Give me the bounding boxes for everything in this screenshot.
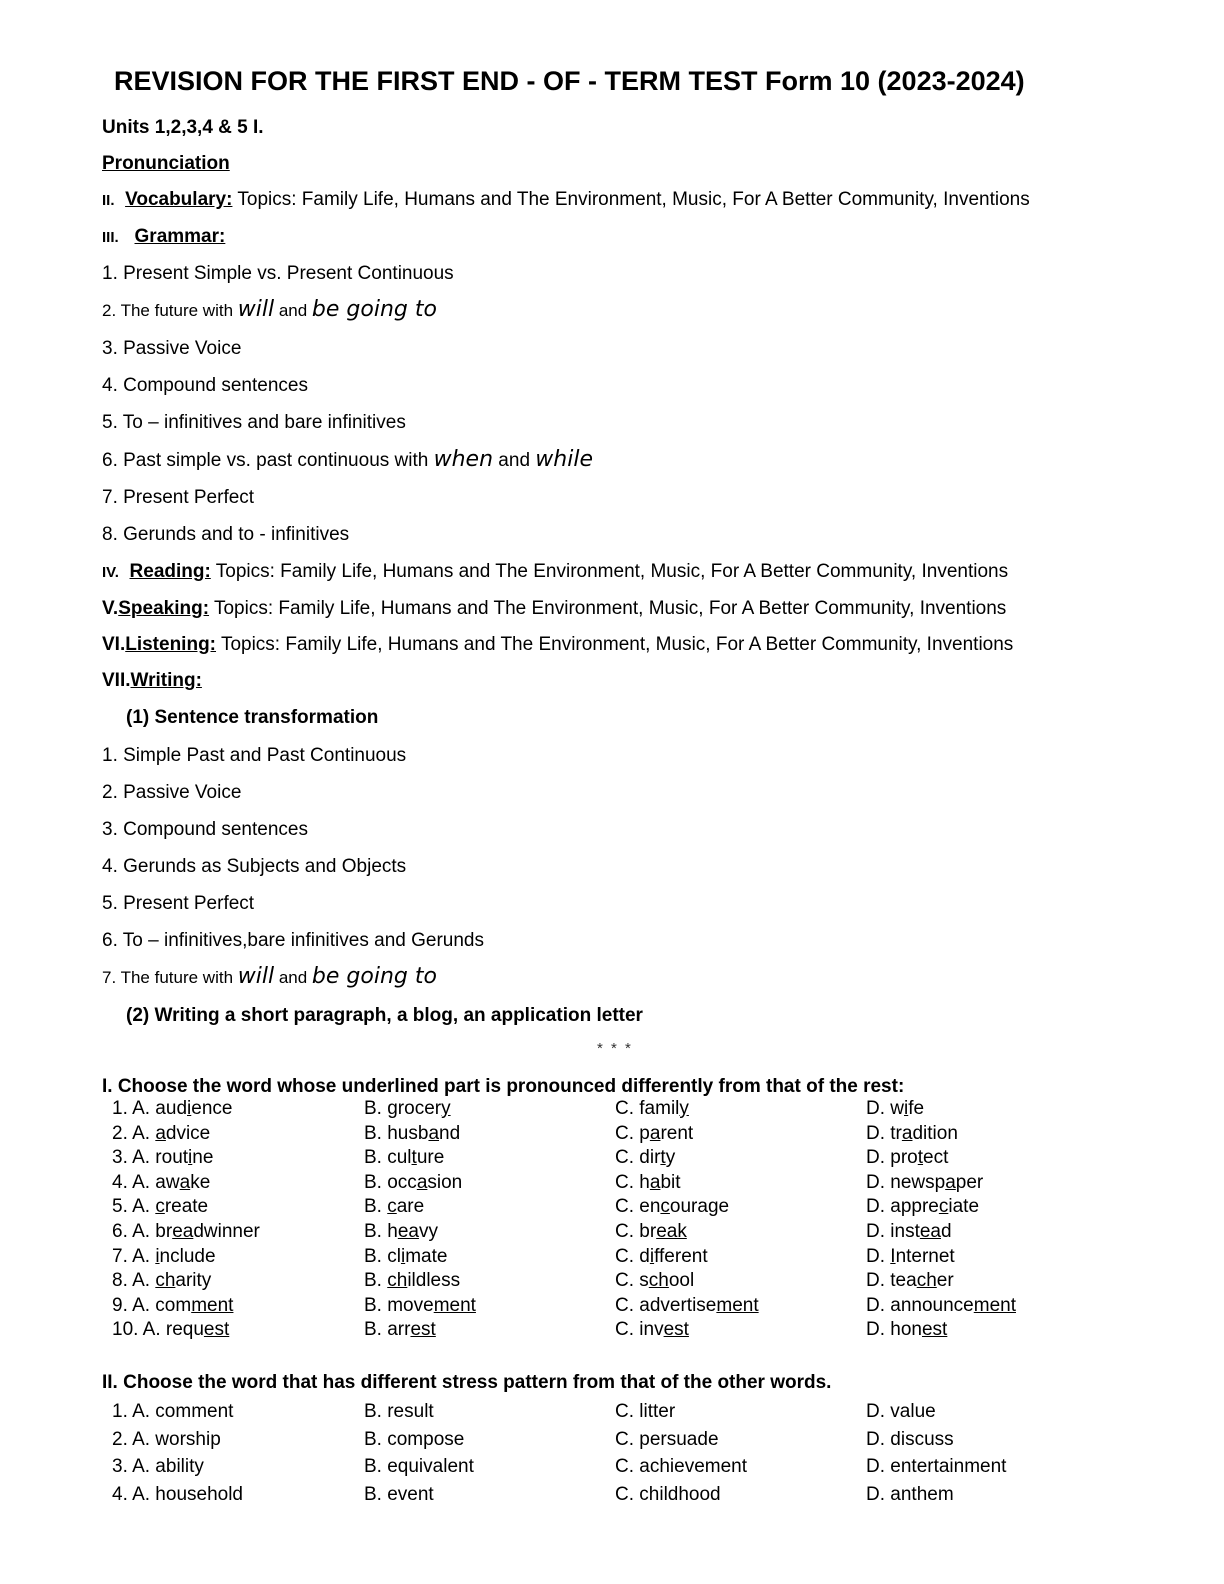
option-word: 10. A. request [112, 1319, 230, 1341]
grammar-item: 3. Passive Voice [102, 338, 242, 359]
option-row [0, 1484, 1224, 1509]
option-word: D. entertainment [866, 1456, 1007, 1477]
underlined-part: i [904, 1098, 909, 1119]
underlined-part: est [203, 1319, 230, 1341]
option-row [0, 1221, 1224, 1246]
option-word: D. wife [866, 1098, 925, 1119]
reading-line: IV. Reading: Topics: Family Life, Humans and The Environment, Music, For A Better Community, Inventions [102, 561, 1009, 582]
grammar-item: 1. Present Simple vs. Present Continuous [102, 263, 454, 284]
underlined-part: a [428, 1122, 440, 1144]
option-word: D. appreciate [866, 1196, 980, 1218]
grammar-item: 8. Gerunds and to - infinitives [102, 524, 350, 545]
option-word: D. discuss [866, 1428, 954, 1450]
underlined-part: i [187, 1098, 192, 1119]
underlined-part: ch [916, 1270, 937, 1292]
option-word: D. newspaper [866, 1171, 984, 1193]
option-row [0, 1172, 1224, 1197]
option-word: 6. A. breadwinner [112, 1221, 260, 1242]
option-word: C. school [615, 1270, 695, 1292]
option-word: C. childhood [615, 1483, 721, 1505]
option-row [0, 1147, 1224, 1172]
option-word: D. tradition [866, 1122, 958, 1144]
underlined-part: a [179, 1171, 191, 1193]
underlined-part: ch [648, 1270, 669, 1292]
option-row [0, 1123, 1224, 1148]
option-word: 3. A. ability [112, 1456, 204, 1477]
writing-subheading: (2) Writing a short paragraph, a blog, an application letter [126, 1005, 643, 1026]
option-word: C. dirty [615, 1147, 676, 1169]
option-word: C. family [615, 1098, 689, 1119]
underlined-part: ea [172, 1221, 194, 1242]
underlined-part: c [938, 1196, 949, 1218]
option-word: D. announcement [866, 1294, 1016, 1316]
grammar-item: 4. Compound sentences [102, 375, 308, 396]
vocabulary-line: II. Vocabulary: Topics: Family Life, Humans and The Environment, Music, For A Better Community, Inventions [102, 189, 1030, 210]
option-word: C. different [615, 1245, 708, 1267]
option-word: D. honest [866, 1319, 948, 1341]
underlined-part: i [400, 1245, 406, 1267]
option-row [0, 1319, 1224, 1344]
underlined-part: i [155, 1245, 160, 1267]
underlined-part: ment [191, 1294, 234, 1316]
writing-item: 7. The future with will and be going to [102, 964, 437, 989]
option-row [0, 1098, 1224, 1123]
option-word: D. teacher [866, 1270, 954, 1292]
writing-item: 3. Compound sentences [102, 819, 308, 840]
option-row [0, 1429, 1224, 1454]
underlined-part: y [679, 1098, 689, 1119]
option-word: D. Internet [866, 1245, 955, 1267]
underlined-part: i [649, 1245, 655, 1267]
underlined-part: est [921, 1319, 948, 1341]
option-row [0, 1456, 1224, 1481]
underlined-part: c [660, 1196, 670, 1218]
option-word: B. compose [364, 1428, 465, 1450]
option-word: 1. A. audience [112, 1098, 233, 1119]
grammar-item: 6. Past simple vs. past continuous with when and while [102, 447, 593, 472]
option-word: B. husband [364, 1122, 461, 1144]
option-word: C. break [615, 1221, 687, 1242]
option-word: D. protect [866, 1147, 949, 1169]
option-word: B. climate [364, 1245, 448, 1267]
page-title: REVISION FOR THE FIRST END - OF - TERM TEST Form 10 (2023-2024) [114, 66, 1025, 96]
units-line: Units 1,2,3,4 & 5 I. [102, 117, 264, 138]
underlined-part: I [890, 1245, 896, 1267]
pronunciation-heading: Pronunciation [102, 153, 230, 174]
option-word: 8. A. charity [112, 1270, 212, 1292]
vocabulary-label: Vocabulary: [125, 189, 233, 210]
option-row [0, 1295, 1224, 1320]
option-word: B. event [364, 1483, 434, 1505]
question-2-heading: II. Choose the word that has different stress pattern from that of the other words. [102, 1372, 832, 1393]
option-word: 9. A. comment [112, 1294, 234, 1316]
underlined-part: a [945, 1171, 956, 1193]
underlined-part: y [441, 1098, 451, 1119]
option-word: B. heavy [364, 1221, 438, 1242]
writing-heading: VII.Writing: [102, 670, 202, 691]
writing-item: 6. To – infinitives,bare infinitives and Gerunds [102, 930, 484, 951]
underlined-part: ment [973, 1294, 1016, 1316]
option-word: C. achievement [615, 1456, 748, 1477]
option-word: 4. A. awake [112, 1171, 211, 1193]
option-row [0, 1246, 1224, 1271]
option-word: D. value [866, 1401, 936, 1422]
option-word: D. anthem [866, 1483, 954, 1505]
option-word: 4. A. household [112, 1483, 243, 1505]
option-row [0, 1401, 1224, 1426]
underlined-part: c [155, 1196, 165, 1218]
writing-item: 2. Passive Voice [102, 782, 242, 803]
underlined-part: ch [387, 1270, 408, 1292]
underlined-part: est [663, 1319, 689, 1341]
option-word: C. persuade [615, 1428, 719, 1450]
underlined-part: a [901, 1122, 913, 1144]
underlined-part: est [410, 1319, 436, 1341]
underlined-part: ea [397, 1221, 419, 1242]
option-word: B. movement [364, 1294, 476, 1316]
option-word: 5. A. create [112, 1196, 209, 1218]
underlined-part: t [411, 1147, 417, 1169]
underlined-part: a [649, 1122, 661, 1144]
option-word: C. invest [615, 1319, 689, 1341]
underlined-part: ment [716, 1294, 759, 1316]
option-word: C. advertisement [615, 1294, 759, 1316]
underlined-part: ea [919, 1221, 941, 1242]
underlined-part: a [416, 1171, 428, 1193]
underlined-part: ment [433, 1294, 476, 1316]
listening-line: VI.Listening: Topics: Family Life, Humans and The Environment, Music, For A Better Community, Inventions [102, 634, 1014, 655]
option-row [0, 1270, 1224, 1295]
grammar-item: 2. The future with will and be going to [102, 297, 437, 322]
option-word: 3. A. routine [112, 1147, 214, 1169]
option-word: C. parent [615, 1122, 694, 1144]
writing-item: 1. Simple Past and Past Continuous [102, 745, 407, 766]
option-word: B. grocery [364, 1098, 451, 1119]
writing-item: 4. Gerunds as Subjects and Objects [102, 856, 407, 877]
section-divider: * * * [597, 1040, 633, 1057]
underlined-part: i [188, 1147, 193, 1169]
option-word: B. occasion [364, 1171, 463, 1193]
underlined-part: a [155, 1122, 166, 1144]
grammar-item: 7. Present Perfect [102, 487, 255, 508]
option-word: C. habit [615, 1171, 681, 1193]
option-word: D. instead [866, 1221, 952, 1242]
option-word: C. litter [615, 1401, 676, 1422]
underlined-part: c [387, 1196, 397, 1218]
option-word: B. care [364, 1196, 425, 1218]
option-word: 7. A. include [112, 1245, 216, 1267]
writing-item: 5. Present Perfect [102, 893, 255, 914]
option-word: B. equivalent [364, 1456, 474, 1477]
underlined-part: a [649, 1171, 661, 1193]
underlined-part: ch [155, 1270, 176, 1292]
speaking-line: V.Speaking: Topics: Family Life, Humans and The Environment, Music, For A Better Community, Inventions [102, 598, 1007, 619]
option-word: C. encourage [615, 1196, 730, 1218]
option-word: B. result [364, 1401, 434, 1422]
question-1-heading: I. Choose the word whose underlined part is pronounced differently from that of the rest: [102, 1076, 905, 1097]
option-word: 2. A. worship [112, 1428, 221, 1450]
option-word: B. childless [364, 1270, 461, 1292]
option-row [0, 1196, 1224, 1221]
option-word: 2. A. advice [112, 1122, 211, 1144]
grammar-heading: III. Grammar: [102, 226, 226, 247]
underlined-part: t [917, 1147, 924, 1169]
option-word: B. culture [364, 1147, 445, 1169]
option-word: B. arrest [364, 1319, 436, 1341]
writing-subheading: (1) Sentence transformation [126, 707, 379, 728]
underlined-part: t [660, 1147, 666, 1169]
option-word: 1. A. comment [112, 1401, 234, 1422]
underlined-part: eak [656, 1221, 687, 1242]
grammar-item: 5. To – infinitives and bare infinitives [102, 412, 406, 433]
